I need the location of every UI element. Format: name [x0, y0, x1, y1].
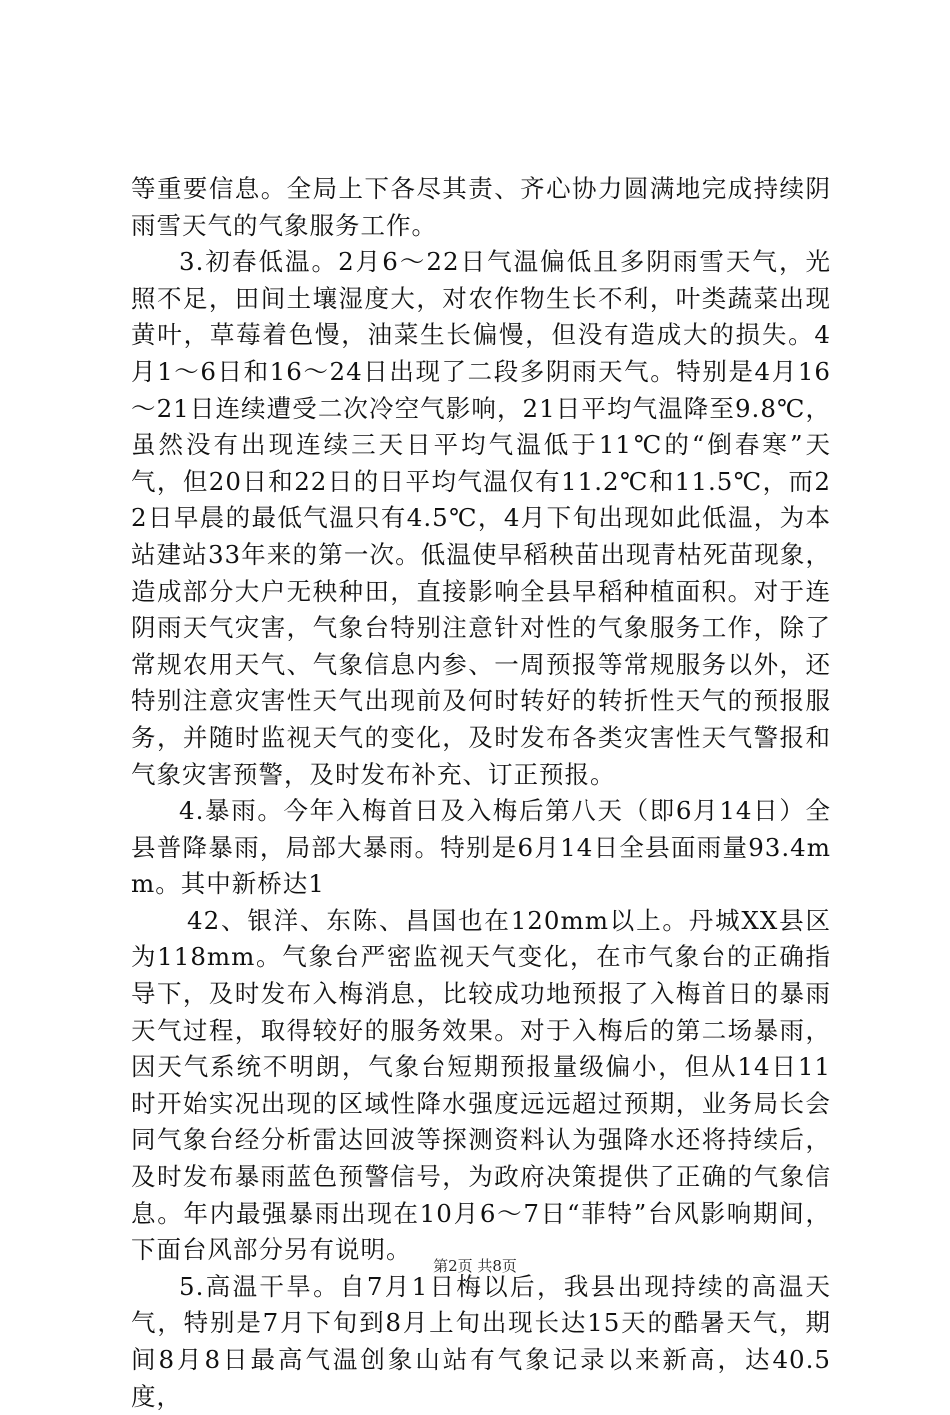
paragraph-early-spring-low-temperature: 3.初春低温。2月6～22日气温偏低且多阴雨雪天气，光照不足，田间土壤湿度大，对农作物生长不利，叶类蔬菜出现黄叶，草莓着色慢，油菜生长偏慢，但没有造成大的损失。4月1～6日和16～24日出现了二段多阴雨天气。特别是4月16～21日连续遭受二次冷空气影响，21日平均气温降至9.8℃，虽然没有出现连续三天日平均气温低于11℃的“倒春寒”天气，但20日和22日的日平均气温仅有11.2℃和11.5℃，而22日早晨的最低气温只有4.5℃，4月下旬出现如此低温，为本站建站33年来的第一次。低温使早稻秧苗出现青枯死苗现象，造成部分大户无秧种田，直接影响全县早稻种植面积。对于连阴雨天气灾害，气象台特别注意针对性的气象服务工作，除了常规农用天气、气象信息内参、一周预报等常规服务以外，还特别注意灾害性天气出现前及何时转好的转折性天气的预报服务，并随时监视天气的变化，及时发布各类灾害性天气警报和气象灾害预警，及时发布补充、订正预报。 [131, 247, 831, 789]
page-footer: 第2页 共8页 [433, 1257, 517, 1275]
paragraph-high-temperature-drought: 5.高温干旱。自7月1日梅以后，我县出现持续的高温天气，特别是7月下旬到8月上旬出现长达15天的酷暑天气，期间8月8日最高气温创象山站有气象记录以来新高，达40.5度， [131, 1271, 831, 1411]
paragraph-rainstorm-continued: 42、银洋、东陈、昌国也在120mm以上。丹城XX县区为118mm。气象台严密监视天气变化，在市气象台的正确指导下，及时发布入梅消息，比较成功地预报了入梅首日的暴雨天气过程，取得较好的服务效果。对于入梅后的第二场暴雨，因天气系统不明朗，气象台短期预报量级偏小，但从14日11时开始实况出现的区域性降水强度远远超过预期，业务局长会同气象台经分析雷达回波等探测资料认为强降水还将持续后，及时发布暴雨蓝色预警信号，为政府决策提供了正确的气象信息。年内最强暴雨出现在10月6～7日“菲特”台风影响期间，下面台风部分另有说明。 [131, 905, 831, 1265]
paragraph-continuation: 等重要信息。全局上下各尽其责、齐心协力圆满地完成持续阴雨雪天气的气象服务工作。 [131, 174, 831, 240]
paragraph-rainstorm: 4.暴雨。今年入梅首日及入梅后第八天（即6月14日）全县普降暴雨，局部大暴雨。特别是6月14日全县面雨量93.4mm。其中新桥达1 [131, 796, 831, 899]
body-text [131, 171, 831, 1415]
